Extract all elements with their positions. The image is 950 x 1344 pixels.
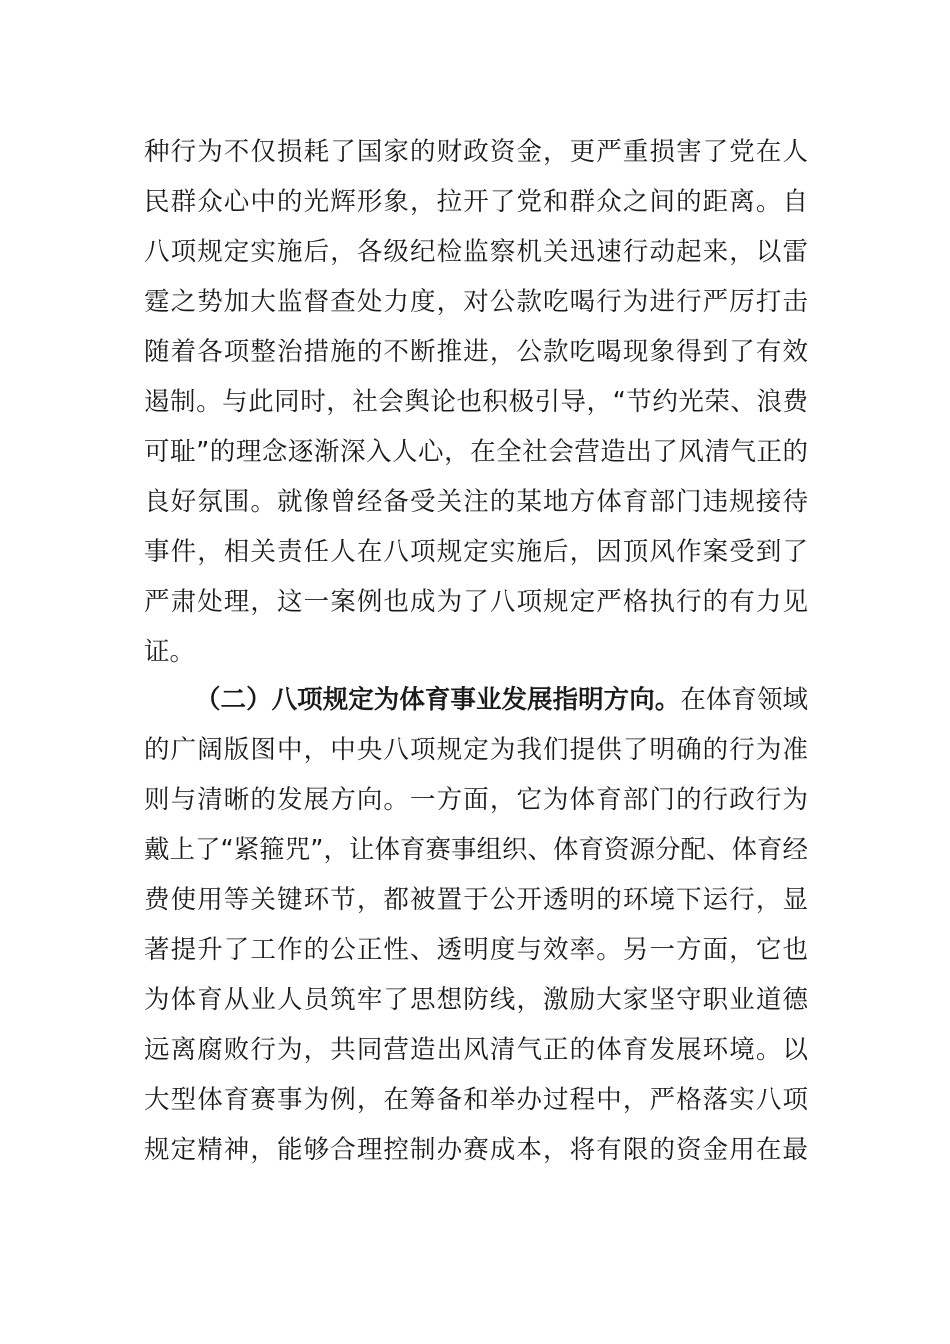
text-line: 大型体育赛事为例，在筹备和举办过程中，严格落实八项 <box>144 1085 808 1115</box>
text-line: 随着各项整治措施的不断推进，公款吃喝现象得到了有效 <box>144 337 808 367</box>
text-line: 戴上了“紧箍咒”，让体育赛事组织、体育资源分配、体育经 <box>144 835 808 865</box>
section-heading-line <box>144 675 808 725</box>
text-line: 可耻”的理念逐渐深入人心，在全社会营造出了风清气正的 <box>144 437 808 467</box>
text-line: 良好氛围。就像曾经备受关注的某地方体育部门违规接待 <box>144 487 808 517</box>
text-line: 证。 <box>144 637 196 667</box>
text-line: 则与清晰的发展方向。一方面，它为体育部门的行政行为 <box>144 785 808 815</box>
paragraph-2 <box>144 675 808 1175</box>
text-line: 著提升了工作的公正性、透明度与效率。另一方面，它也 <box>144 935 808 965</box>
text-line: 为体育从业人员筑牢了思想防线，激励大家坚守职业道德 <box>144 985 808 1015</box>
text-line: 种行为不仅损耗了国家的财政资金，更严重损害了党在人 <box>144 137 808 167</box>
text-line: 规定精神，能够合理控制办赛成本，将有限的资金用在最 <box>144 1135 808 1165</box>
text-line: 八项规定实施后，各级纪检监察机关迅速行动起来，以雷 <box>144 237 808 267</box>
text-line: 遏制。与此同时，社会舆论也积极引导，“节约光荣、浪费 <box>144 387 808 417</box>
text-line: 的广阔版图中，中央八项规定为我们提供了明确的行为准 <box>144 735 808 765</box>
text-line: 民群众心中的光辉形象，拉开了党和群众之间的距离。自 <box>144 187 808 217</box>
text-line: 严肃处理，这一案例也成为了八项规定严格执行的有力见 <box>144 587 808 617</box>
text-run: 在体育领域 <box>680 685 808 715</box>
text-line: 事件，相关责任人在八项规定实施后，因顶风作案受到了 <box>144 537 808 567</box>
section-heading: （二）八项规定为体育事业发展指明方向。 <box>195 685 681 715</box>
text-line: 费使用等关键环节，都被置于公开透明的环境下运行，显 <box>144 885 808 915</box>
paragraph-1 <box>144 127 808 677</box>
text-line: 远离腐败行为，共同营造出风清气正的体育发展环境。以 <box>144 1035 808 1065</box>
text-line: 霆之势加大监督查处力度，对公款吃喝行为进行严厉打击 <box>144 287 808 317</box>
